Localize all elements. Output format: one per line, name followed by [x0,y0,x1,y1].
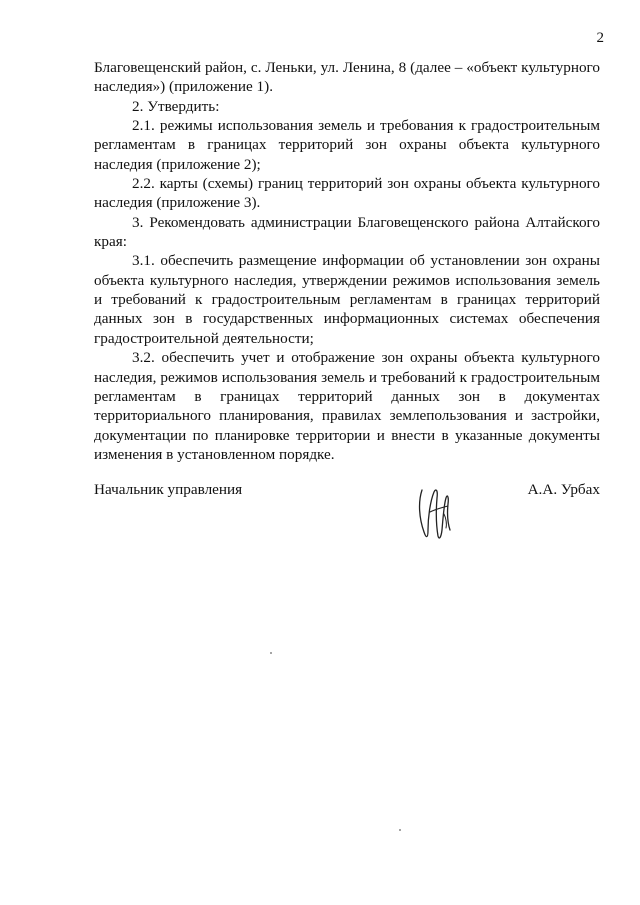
signatory-name: А.А. Урбах [527,481,600,498]
scan-speck [270,652,272,654]
paragraph-item-2: 2. Утвердить: [132,97,220,115]
paragraph-address-continuation: Благовещенский район, с. Леньки, ул. Ленина, 8 (далее – «объект культурного наследия») (приложение 1). [94,59,600,96]
page-number: 2 [596,30,604,46]
paragraph-item-2-2: 2.2. карты (схемы) границ территорий зон охраны объекта культурного наследия (приложение 3). [94,175,600,212]
scan-speck [399,829,401,831]
document-body [94,58,600,464]
paragraph-item-3: 3. Рекомендовать администрации Благовещенского района Алтайского края: [94,213,600,251]
paragraph-item-2-1: 2.1. режимы использования земель и требования к градостроительным регламентам в границах территорий зон охраны объекта культурного наследия (приложение 2); [94,117,600,173]
signature-block [94,481,600,541]
paragraph-item-3-1: 3.1. обеспечить размещение информации об установлении зон охраны объекта культурного наследия, утверждении режимов использования земель и требований к градостроительным регламентам в границах территорий данных зон в государственных информационных системах обеспечения градостроительной деятельности; [94,252,600,347]
paragraph-item-3-2: 3.2. обеспечить учет и отображение зон охраны объекта культурного наследия, режимов использования земель и требований к градостроительным регламентам в границах территорий данных зон в документах территориального планирования, правилах землепользования и застройки, документации по планировке территории и внести в указанные документы изменения в установленном порядке. [94,349,600,463]
handwritten-signature [414,478,458,549]
signatory-title: Начальник управления [94,481,243,498]
